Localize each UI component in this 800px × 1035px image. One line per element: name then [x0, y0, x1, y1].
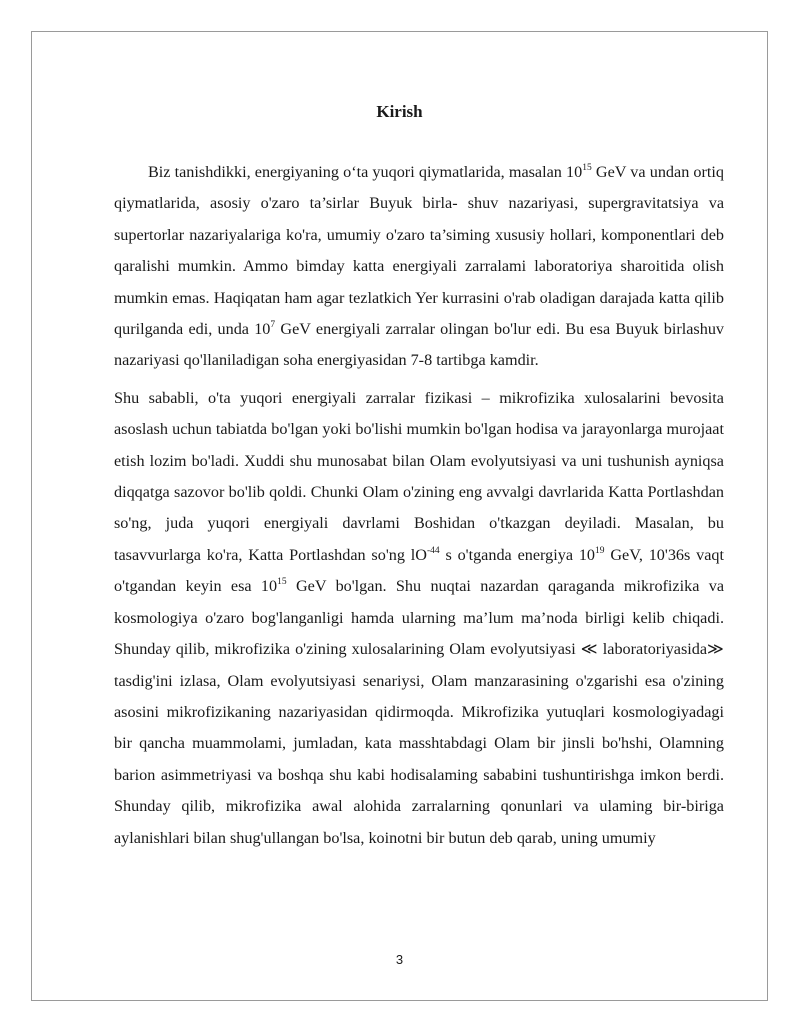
text-run: GeV, 10'36s vaqt o'tgandan keyin esa 10 [114, 545, 725, 596]
text-run: GeV energiyali zarralar olingan bo'lur edi. Bu esa Buyuk birlashuv nazariyasi qo'llaniladigan soha energiyasidan 7-8 tartibga kamdir. [114, 320, 725, 370]
text-run: GeV va undan ortiq qiymatlarida, asosiy o'zaro ta’sirlar Buyuk birla- shuv nazariyasi, supergravitatsiya va supertorlar nazariyalariga ko'ra, umumiy o'zaro ta’siming xususiy hollari, komponentlari deb qaralishi mumkin. Ammo bimday katta energiyali zarralami laboratoriya sharoitida olish mumkin emas. Haqiqatan ham agar tezlatkich Yer kurrasini o'rab oladigan darajada katta qilib qurilganda edi, unda 10 [114, 163, 725, 339]
paragraph-2 [114, 383, 724, 854]
superscript: 19 [595, 545, 605, 556]
superscript: -44 [426, 545, 440, 556]
superscript: 15 [582, 163, 592, 173]
text-run: Shu sababli, o'ta yuqori energiyali zarralar fizikasi – mikrofizika xulosalarini bevosita asoslash uchun tabiatda bo'lgan yoki bo'lishi mumkin bo'lgan hodisa va jarayonlarga murojaat etish lozim bo'ladi. Xuddi shu munosabat bilan Olam evolyutsiyasi va uni tushunish ayniqsa diqqatga sazovor bo'lib qoldi. Chunki Olam o'zining eng avvalgi davrlarida Katta Portlashdan so'ng, juda yuqori energiyali davrlami Boshidan o'tkazgan deyiladi. Masalan, bu tasavvurlarga ko'ra, Katta Portlashdan so'ng lO [114, 388, 724, 564]
text-run: GeV bo'lgan. Shu nuqtai nazardan qaraganda mikrofizika va kosmologiya o'zaro bog'langanligi hamda ularning ma’lum ma’noda birligi kelib chiqadi. Shunday qilib, mikrofizika o'zining xulosalarining Olam evolyutsiyasi ≪ laboratoriyasida≫ tasdig'ini izlasa, Olam evolyutsiyasi senariysi, Olam manzarasining o'zgarishi esa o'zining asosini mikrofizikaning nazariyasidan qidirmoqda. Mikrofizika yutuqlari kosmologiyadagi bir qancha muammolami, jumladan, kata masshtabdagi Olam bir jinsli bo'hshi, Olamning barion asimmetriyasi va boshqa shu kabi hodisalaming sababini tushuntirishga imkon berdi. Shunday qilib, mikrofizika awal alohida zarralarning qonunlari va ulaming bir-biriga aylanishlari bilan shug'ullangan bo'lsa, koinotni bir butun deb qarab, uning umumiy [114, 577, 725, 847]
page-title: Kirish [376, 102, 423, 121]
body-text [114, 157, 724, 854]
page-number: 3 [395, 952, 404, 967]
document-page [31, 31, 768, 1001]
paragraph-1 [114, 157, 724, 377]
text-run: s o'tganda energiya 10 [439, 545, 596, 564]
text-run: Biz tanishdikki, energiyaning o‘ta yuqori qiymatlarida, masalan 10 [148, 163, 583, 181]
superscript: 15 [277, 577, 287, 588]
superscript: 7 [270, 320, 276, 331]
